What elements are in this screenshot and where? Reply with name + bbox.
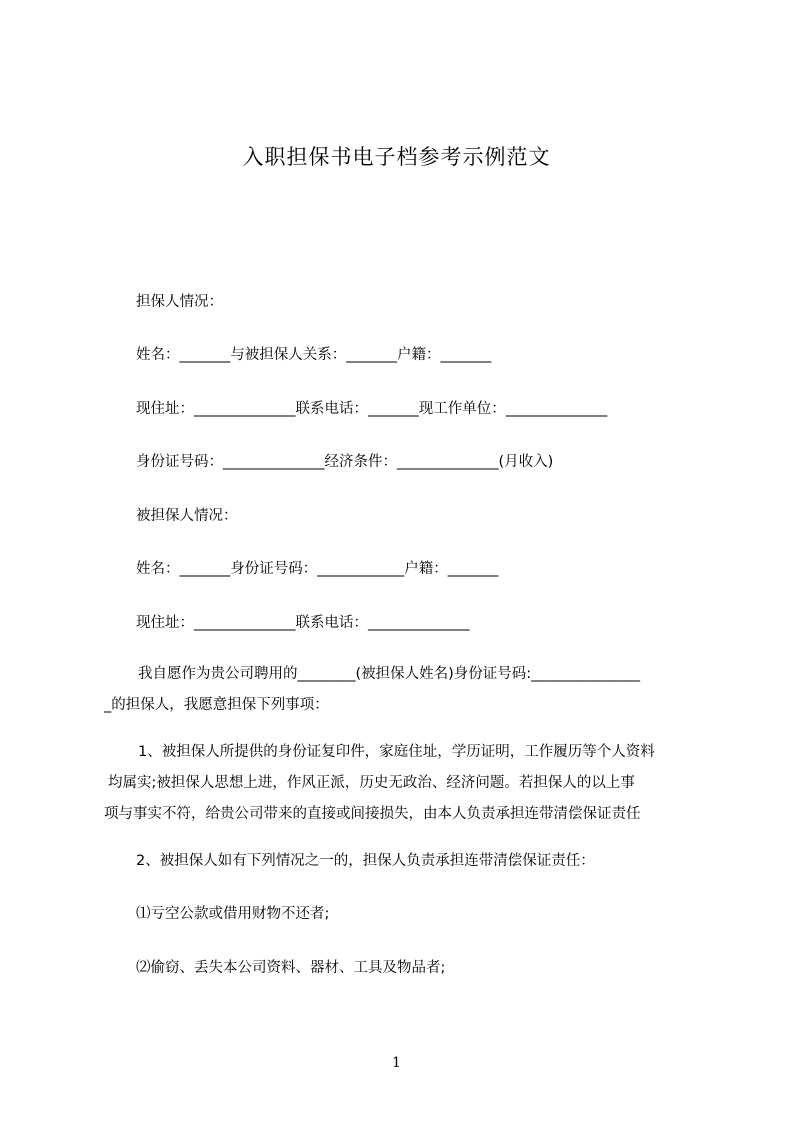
statement-line: 我自愿作为贵公司聘用的________(被担保人姓名)身份证号码:_______________: [138, 666, 640, 682]
guaranteed-info-line-2: 现住址：______________联系电话：______________: [136, 615, 470, 631]
item-1-line: 均属实;被担保人思想上进，作风正派，历史无政治、经济问题。若担保人的以上事: [108, 775, 635, 791]
guarantor-info-line-2: 现住址：______________联系电话：_______现工作单位：______________: [136, 401, 608, 417]
guaranteed-info-line-1: 姓名：_______身份证号码：____________户籍：_______: [136, 561, 499, 577]
guarantor-info-line-1: 姓名：_______与被担保人关系：_______户籍：_______: [136, 347, 492, 363]
page-number: 1: [392, 1055, 401, 1071]
item-1-line: 1、被担保人所提供的身份证复印件，家庭住址，学历证明，工作履历等个人资料: [138, 744, 655, 760]
item-1-paragraph: [104, 737, 718, 830]
document-title: 入职担保书电子档参考示例范文: [242, 145, 551, 169]
guarantor-heading: 担保人情况：: [136, 294, 223, 310]
item-2-sub-1: ⑴亏空公款或借用财物不还者;: [136, 906, 330, 922]
statement-line: _的担保人，我愿意担保下列事项：: [104, 697, 329, 713]
item-2: 2、被担保人如有下列情况之一的，担保人负责承担连带清偿保证责任：: [136, 853, 595, 869]
item-2-sub-2: ⑵偷窃、丢失本公司资料、器材、工具及物品者;: [136, 960, 446, 976]
statement-paragraph: [104, 659, 718, 721]
item-1-line: 项与事实不符，给贵公司带来的直接或间接损失，由本人负责承担连带清偿保证责任: [104, 806, 641, 822]
guaranteed-heading: 被担保人情况：: [136, 508, 238, 524]
guarantor-info-line-3: 身份证号码：______________经济条件：______________(月收入): [136, 454, 554, 470]
